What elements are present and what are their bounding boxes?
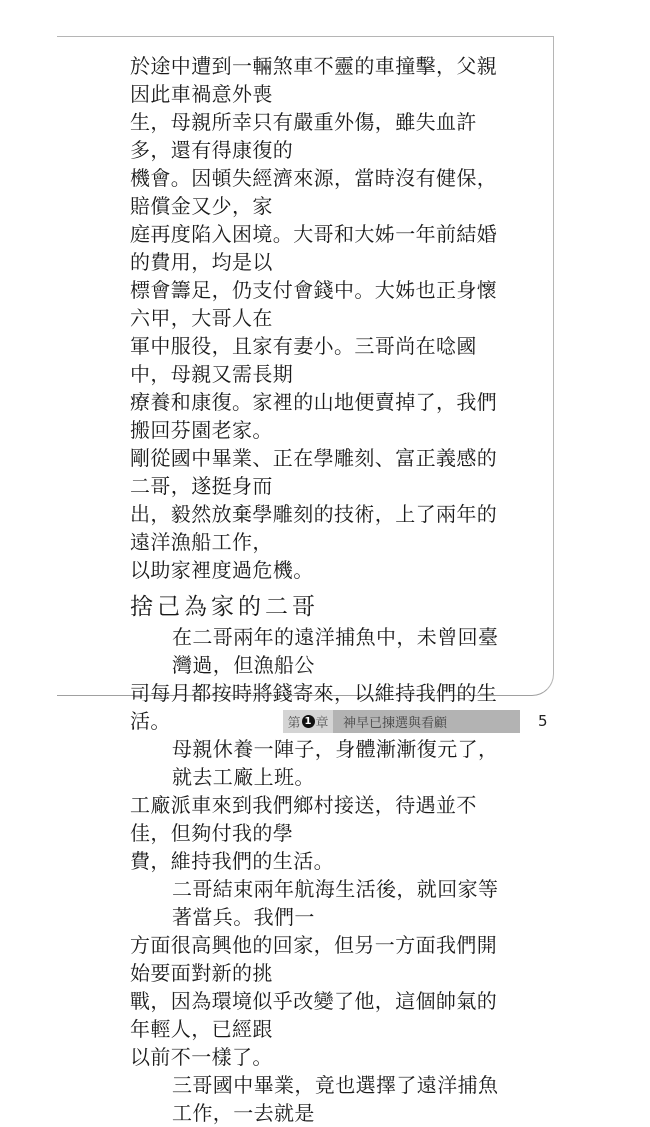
text-line: 機會。因頓失經濟來源，當時沒有健保，賠償金又少，家 — [130, 166, 498, 218]
paragraph — [130, 1071, 514, 1127]
body-text — [130, 52, 514, 1127]
text-line: 費，維持我們的生活。 — [130, 849, 334, 873]
text-line: 三哥國中畢業，竟也選擇了遠洋捕魚工作，一去就是 — [172, 1073, 499, 1125]
text-line: 以助家裡度過危機。 — [130, 558, 314, 582]
chapter-title: 神早已揀選與看顧 — [333, 710, 520, 733]
text-line: 在二哥兩年的遠洋捕魚中，未曾回臺灣過，但漁船公 — [172, 625, 499, 677]
section-heading: 捨己為家的二哥 — [130, 594, 319, 620]
chapter-footer — [283, 710, 520, 733]
chapter-prefix: 第 — [287, 716, 301, 731]
text-line: 療養和康復。家裡的山地便賣掉了，我們搬回芬園老家。 — [130, 390, 498, 442]
text-line: 出，毅然放棄學雕刻的技術，上了兩年的遠洋漁船工作， — [130, 502, 498, 554]
chapter-label — [283, 710, 333, 733]
text-line: 標會籌足，仍支付會錢中。大姊也正身懷六甲，大哥人在 — [130, 278, 498, 330]
text-line: 以前不一樣了。 — [130, 1045, 273, 1069]
text-line: 母親休養一陣子，身體漸漸復元了，就去工廠上班。 — [172, 737, 499, 789]
paragraph — [130, 52, 514, 584]
chapter-suffix: 章 — [315, 716, 329, 731]
text-line: 司每月都按時將錢寄來，以維持我們的生活。 — [130, 681, 498, 733]
text-line: 於途中遭到一輛煞車不靈的車撞擊，父親因此車禍意外喪 — [130, 54, 498, 106]
page-number: 5 — [538, 712, 548, 730]
chapter-number-badge: 1 — [302, 715, 315, 728]
text-line: 戰，因為環境似乎改變了他，這個帥氣的年輕人，已經跟 — [130, 989, 498, 1041]
text-line: 工廠派車來到我們鄉村接送，待遇並不佳，但夠付我的學 — [130, 793, 477, 845]
text-line: 二哥結束兩年航海生活後，就回家等著當兵。我們一 — [172, 877, 499, 929]
text-line: 方面很高興他的回家，但另一方面我們開始要面對新的挑 — [130, 933, 498, 985]
text-line: 生，母親所幸只有嚴重外傷，雖失血許多，還有得康復的 — [130, 110, 477, 162]
text-line: 庭再度陷入困境。大哥和大姊一年前結婚的費用，均是以 — [130, 222, 498, 274]
paragraph — [130, 735, 514, 875]
text-line: 軍中服役，且家有妻小。三哥尚在唸國中，母親又需長期 — [130, 334, 477, 386]
paragraph — [130, 875, 514, 1071]
text-line: 剛從國中畢業、正在學雕刻、富正義感的二哥，遂挺身而 — [130, 446, 498, 498]
